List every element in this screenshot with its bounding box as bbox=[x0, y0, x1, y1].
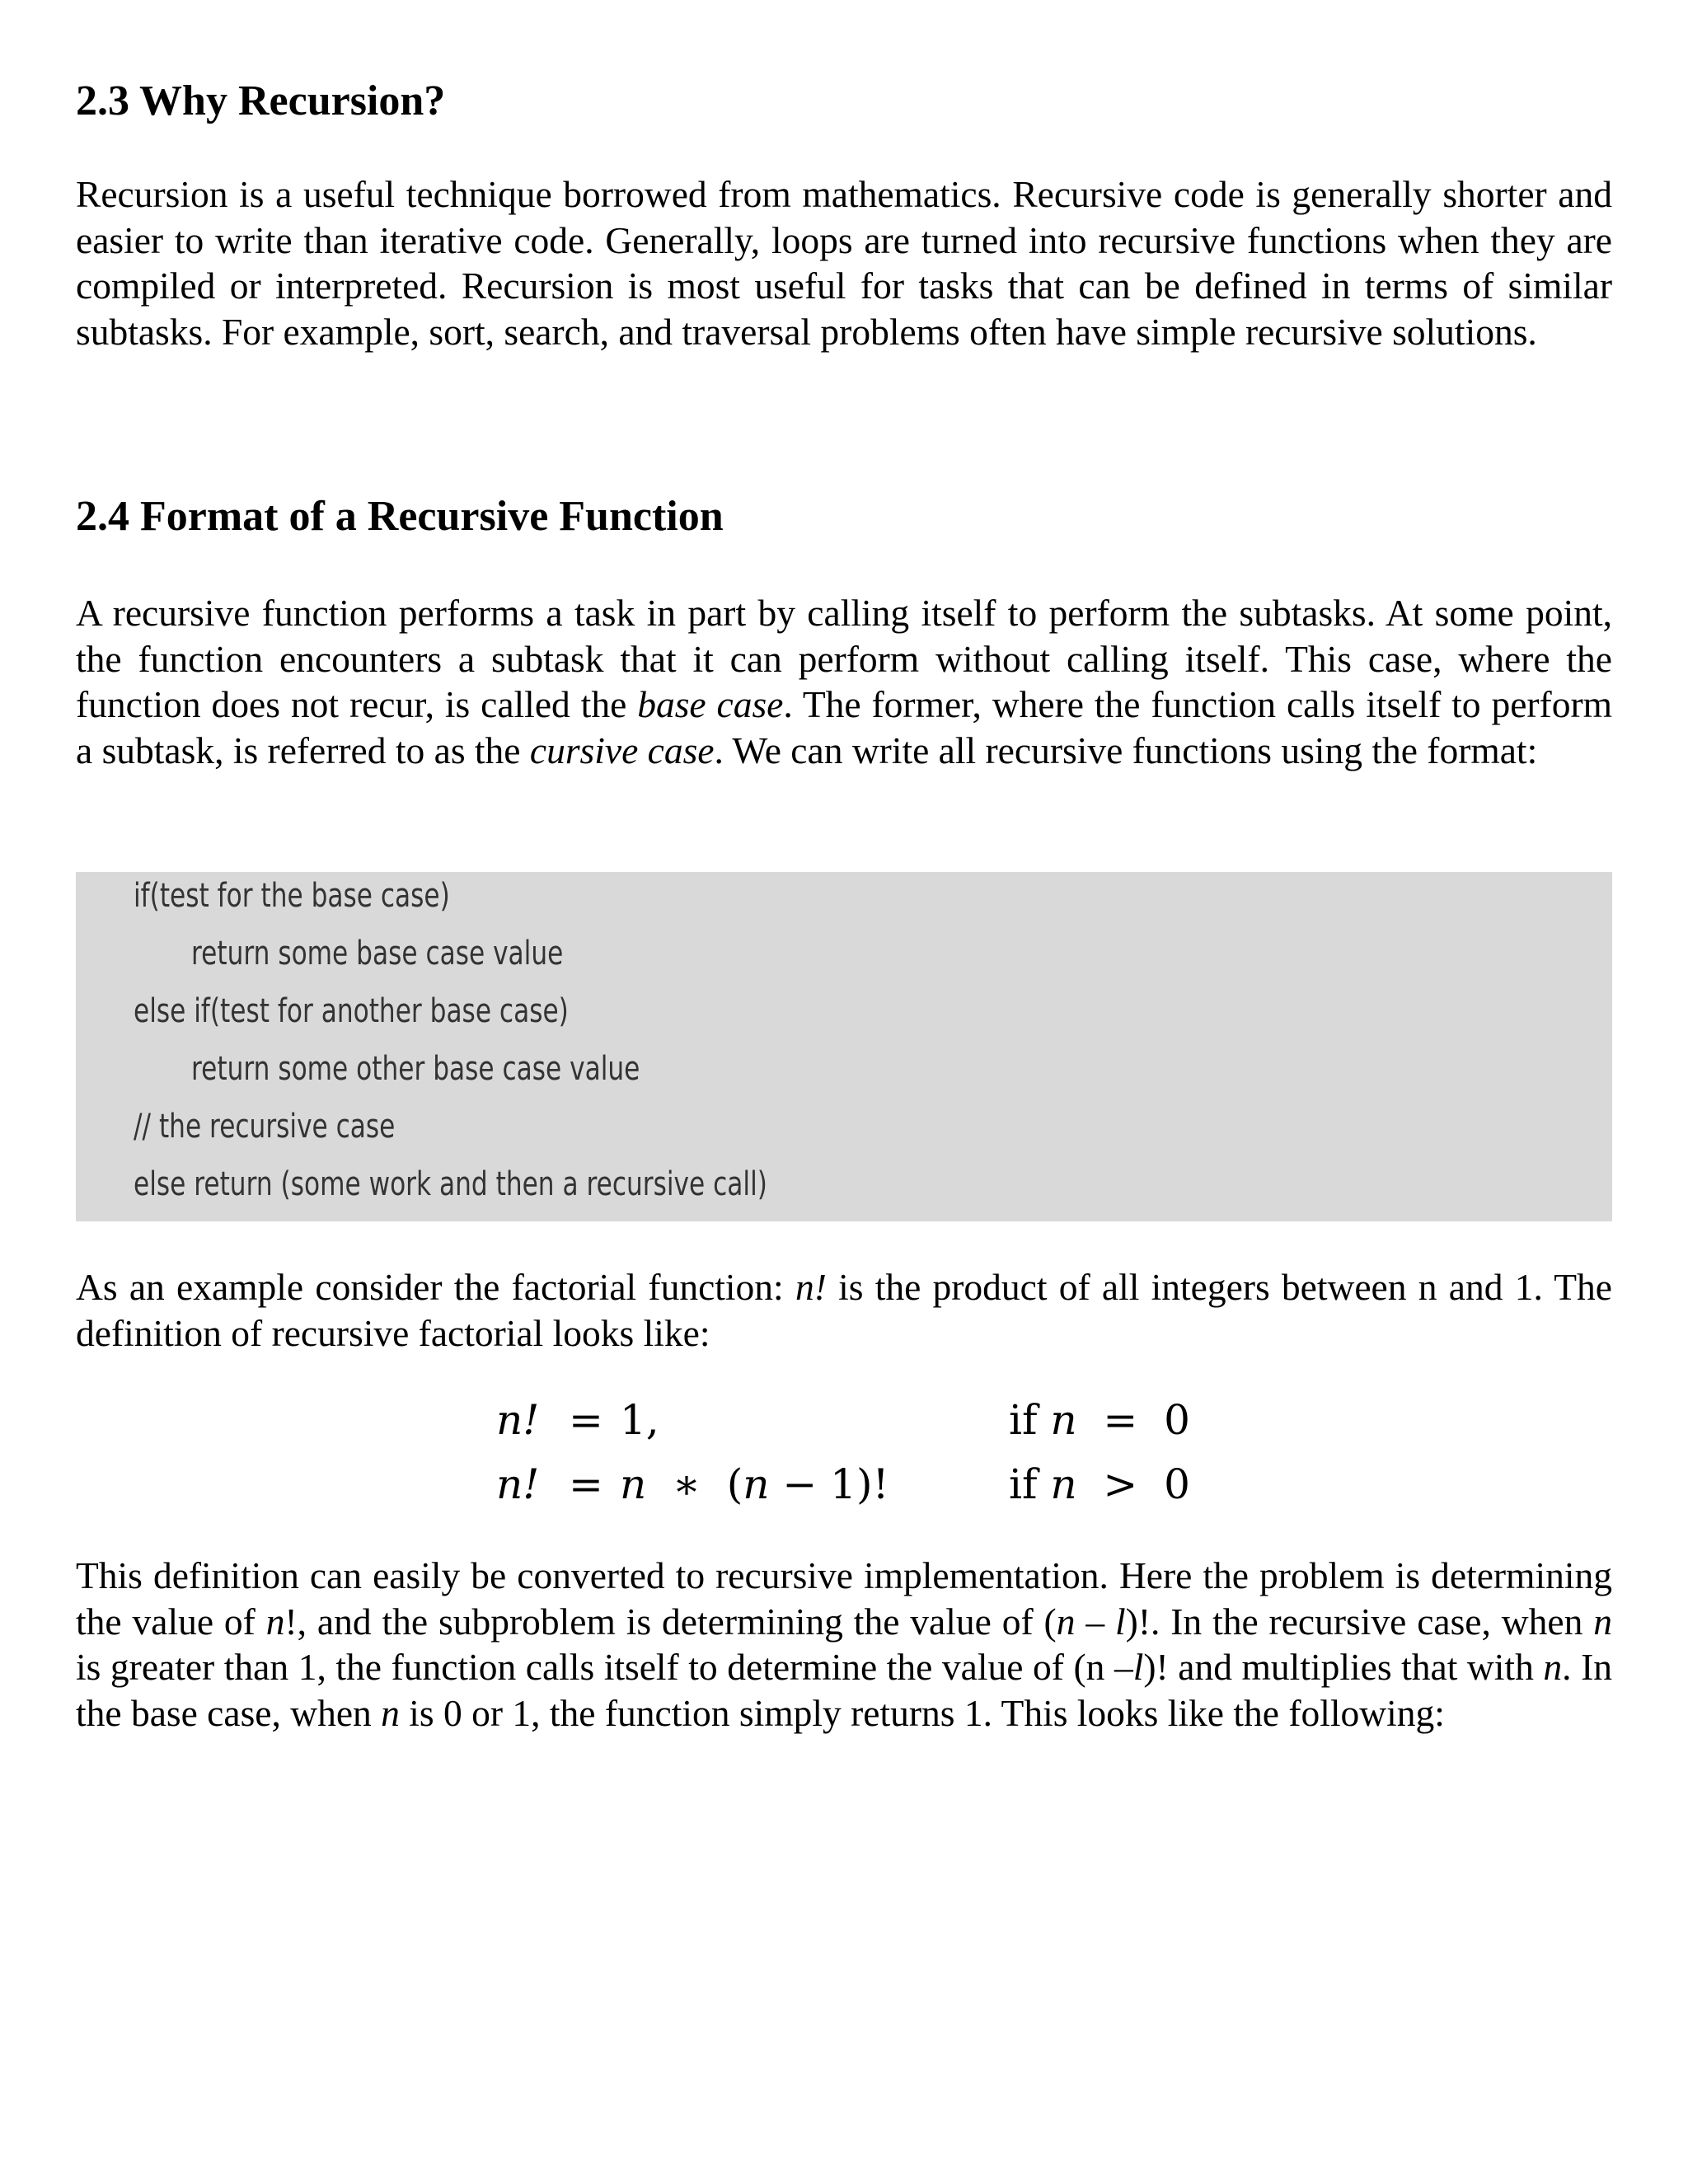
section-heading-why-recursion: 2.3 Why Recursion? bbox=[76, 77, 446, 124]
factorial-intro-text-1: As an example consider the factorial function: bbox=[76, 1266, 795, 1308]
eq-row1-lhs: n! bbox=[496, 1396, 540, 1444]
paragraph-format-text-3: . We can write all recursive functions using the format: bbox=[714, 729, 1538, 771]
paragraph-factorial-intro bbox=[76, 1264, 1612, 1356]
eq-row1-rhs: 1, bbox=[620, 1396, 659, 1444]
paragraph-conclusion: This definition can easily be converted to recursive implementation. Here the problem is determining the value of n!, and the subproblem is determining the value of (n – l)!. In the recursive case, when n is greater than 1, the function calls itself to determine the value of (n –l)! and multiplies that with n. In the base case, when n is 0 or 1, the function simply returns 1. This looks like the following: bbox=[76, 1554, 1613, 1734]
code-line: return some base case value bbox=[191, 935, 564, 972]
eq-row2-condition: if n > 0 bbox=[1009, 1460, 1190, 1508]
eq-row1-equals: = bbox=[569, 1396, 603, 1444]
paragraph-format bbox=[76, 590, 1612, 773]
paragraph-format-text-2: . The former, where the function calls itself to perform a subtask, is referred to as the bbox=[76, 683, 1613, 771]
paragraph-why-recursion: Recursion is a useful technique borrowed from mathematics. Recursive code is generally shorter and easier to write than iterative code. Generally, loops are turned into recursive functions when they are compiled or interpreted. Recursion is most useful for tasks that can be defined in terms of similar subtasks. For example, sort, search, and traversal problems often have simple recursive solutions. bbox=[76, 173, 1612, 353]
eq-row2-lhs: n! bbox=[496, 1460, 540, 1508]
eq-row2-equals: = bbox=[569, 1460, 603, 1508]
factorial-intro-text-2: is the product of all integers between n and 1. The definition of recursive factorial looks like: bbox=[76, 1266, 1612, 1354]
eq-row2-rhs: n ∗ (n − 1)! bbox=[620, 1460, 889, 1508]
code-line: if(test for the base case) bbox=[134, 877, 450, 915]
code-line: else if(test for another base case) bbox=[134, 992, 569, 1030]
section-heading-format: 2.4 Format of a Recursive Function bbox=[76, 493, 724, 540]
code-line: // the recursive case bbox=[134, 1108, 396, 1146]
factorial-intro-n-fact: n! bbox=[795, 1266, 827, 1308]
eq-row1-condition: if n = 0 bbox=[1009, 1396, 1190, 1444]
code-line: return some other base case value bbox=[191, 1050, 640, 1088]
term-base-case: base case bbox=[637, 683, 784, 726]
paragraph-format-text-1: A recursive function performs a task in part by calling itself to perform the subtasks. At some point, the function encounters a subtask that it can perform without calling itself. This case, where the function does not recur, is called the bbox=[76, 592, 1612, 726]
code-block bbox=[76, 872, 1612, 1221]
code-line: else return (some work and then a recursive call) bbox=[134, 1165, 767, 1203]
term-cursive-case: cursive case bbox=[529, 729, 715, 771]
